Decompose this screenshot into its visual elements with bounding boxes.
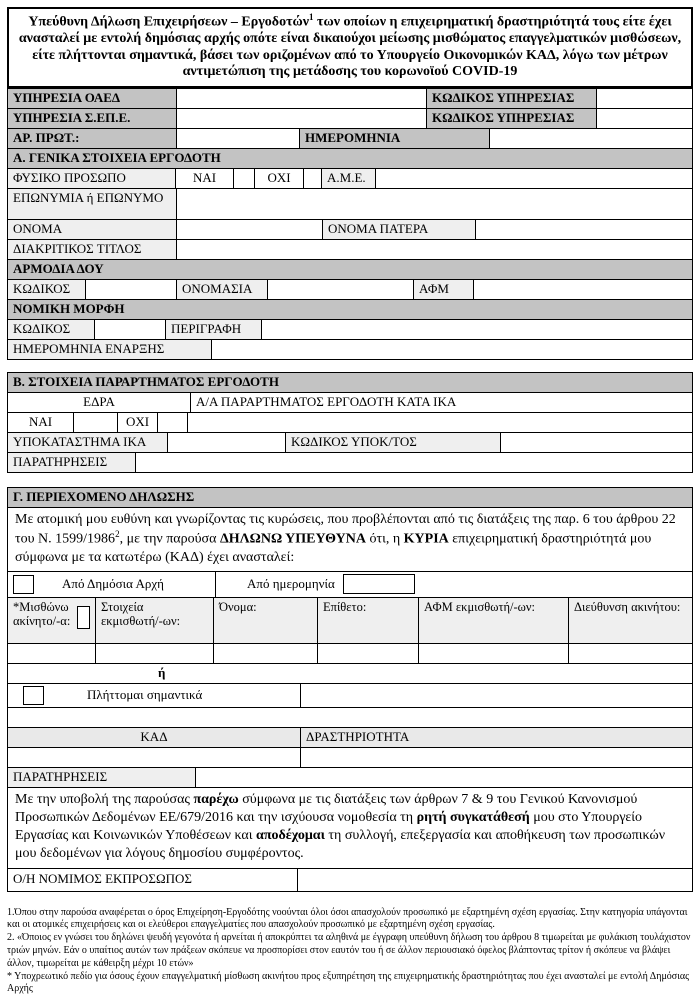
physical-person-yes-checkbox[interactable]: [234, 169, 255, 189]
label-seat-no: ΟΧΙ: [118, 413, 158, 433]
c-remarks-input-cell[interactable]: [196, 768, 693, 788]
label-legal-code: ΚΩΔΙΚΟΣ: [8, 320, 95, 340]
property-address-input-cell[interactable]: [569, 644, 693, 664]
lessor-afm-input-cell[interactable]: [419, 644, 569, 664]
lease-grid-header: [8, 598, 693, 644]
label-service-code-sepe: ΚΩΔΙΚΟΣ ΥΠΗΡΕΣΙΑΣ: [427, 109, 597, 129]
decl-text-4: επιχειρηματική δραστηριότητά μου σύμφωνα με τα κατωτέρω (ΚΑΔ) έχει ανασταλεί:: [15, 531, 652, 565]
gdpr-bold-2: ρητή συγκατάθεσή: [416, 810, 530, 826]
affected-cell: [8, 684, 301, 708]
lease-checkbox[interactable]: [77, 606, 90, 629]
from-date-input[interactable]: [343, 574, 415, 594]
label-yes: ΝΑΙ: [176, 169, 234, 189]
label-legal-rep: Ο/Η ΝΟΜΙΜΟΣ ΕΚΠΡΟΣΩΠΟΣ: [8, 869, 298, 892]
kad-input-cell[interactable]: [8, 748, 301, 768]
gdpr-bold-1: παρέχω: [193, 791, 239, 807]
label-service-code-oaed: ΚΩΔΙΚΟΣ ΥΠΗΡΕΣΙΑΣ: [427, 89, 597, 109]
decl-bold-1: ΔΗΛΩΝΩ ΥΠΕΥΘΥΝΑ: [219, 531, 366, 547]
seat-yes-checkbox[interactable]: [74, 413, 118, 433]
row-physical-person: [8, 169, 693, 189]
row-empty-full: [8, 708, 693, 728]
label-branch-code: ΚΩΔΙΚΟΣ ΥΠΟΚ/ΤΟΣ: [286, 433, 501, 453]
row-first-name: [8, 220, 693, 240]
label-no: ΟΧΙ: [255, 169, 304, 189]
decl-text-2: , με την παρούσα: [119, 531, 220, 547]
public-authority-checkbox[interactable]: [13, 575, 34, 594]
label-doy-name: ΟΝΟΜΑΣΙΑ: [177, 280, 268, 300]
branch-code-input-cell[interactable]: [501, 433, 693, 453]
spacer: [7, 360, 693, 372]
row-kad-header: [8, 728, 693, 748]
row-c-remarks: [8, 768, 693, 788]
activity-input-cell[interactable]: [301, 748, 693, 768]
row-legal-rep: [8, 869, 693, 892]
section-b-header: [8, 373, 693, 393]
gdpr-text-2: σύμφωνα με τις διατάξεις των άρθρων 7 & 9 του Γενικού Κανονισμού Προσωπικών Δεδομένων ΕΕ/679/2016 και την ισχύουσα νομοθεσία τη: [15, 791, 638, 826]
lessor-surname-input-cell[interactable]: [318, 644, 419, 664]
label-branch-serial: Α/Α ΠΑΡΑΡΤΗΜΑΤΟΣ ΕΡΓΟΔΟΤΗ ΚΑΤΑ ΙΚΑ: [191, 393, 693, 413]
label-ika-branch: ΥΠΟΚΑΤΑΣΤΗΜΑ ΙΚΑ: [8, 433, 168, 453]
decl-text-1: Με ατομική μου ευθύνη και γνωρίζοντας τις κυρώσεις, που προβλέπονται από τις διατάξεις της παρ. 6 του άρθρου 22 του Ν. 1599/1986: [15, 511, 676, 547]
row-seat: [8, 393, 693, 413]
label-description: ΠΕΡΙΓΡΑΦΗ: [166, 320, 262, 340]
date-input-cell[interactable]: [490, 129, 693, 149]
afm-input-cell[interactable]: [474, 280, 693, 300]
form-title-main: Υπεύθυνη Δήλωση Επιχειρήσεων – Εργοδοτών: [28, 14, 310, 30]
gdpr-text-4: τη συλλογή, επεξεργασία και αποθήκευση των προσωπικών μου δεδομένων για λόγους δημοσίου συμφέροντος.: [15, 828, 666, 862]
affected-checkbox[interactable]: [23, 686, 44, 705]
doy-name-input-cell[interactable]: [268, 280, 414, 300]
footnote-1: 1.Όπου στην παρούσα αναφέρεται ο όρος Επιχείρηση-Εργοδότης νοούνται όλοι όσοι απασχολούν προσωπικό με εξαρτημένη σχέση εργασίας. Στην κατηγορία υπάγονται και οι ατομικές επιχειρήσεις και οι ελεύθεροι επαγγελματίες που απασχολούν προσωπικό με εξαρτημένη σχέση εργασίας.: [7, 906, 688, 931]
label-lessor-details: Στοιχεία εκμισθωτή/-ων:: [96, 598, 214, 644]
legal-form-title: ΝΟΜΙΚΗ ΜΟΡΦΗ: [8, 300, 693, 320]
label-physical-person: ΦΥΣΙΚΟ ΠΡΟΣΩΠΟ: [8, 169, 176, 189]
label-lessor-name: Όνομα:: [214, 598, 318, 644]
section-b-title: Β. ΣΤΟΙΧΕΙΑ ΠΑΡΑΡΤΗΜΑΤΟΣ ΕΡΓΟΔΟΤΗ: [8, 373, 693, 393]
label-protocol-no: ΑΡ. ΠΡΩΤ.:: [8, 129, 177, 149]
row-ika-branch: [8, 433, 693, 453]
label-start-date: ΗΜΕΡΟΜΗΝΙΑ ΕΝΑΡΞΗΣ: [8, 340, 212, 360]
row-kad-input: [8, 748, 693, 768]
label-b-remarks: ΠΑΡΑΤΗΡΗΣΕΙΣ: [8, 453, 136, 473]
lessor-details-input-cell[interactable]: [96, 644, 214, 664]
row-sepe-service: [8, 109, 693, 129]
company-name-input-cell[interactable]: [177, 189, 693, 220]
row-protocol: [8, 129, 693, 149]
footnotes: [7, 907, 693, 996]
row-affected: [8, 684, 693, 708]
label-activity: ΔΡΑΣΤΗΡΙΟΤΗΤΑ: [301, 728, 693, 748]
gdpr-paragraph: [8, 788, 693, 869]
b-remarks-input-cell[interactable]: [136, 453, 693, 473]
lease-grid-empty-row: [8, 644, 693, 664]
ame-input-cell[interactable]: [376, 169, 693, 189]
label-seat-yes: ΝΑΙ: [8, 413, 74, 433]
doy-header: [8, 260, 693, 280]
gdpr-paragraph-row: [8, 788, 693, 869]
father-name-input-cell[interactable]: [476, 220, 693, 240]
ika-branch-input-cell[interactable]: [168, 433, 286, 453]
row-b-remarks: [8, 453, 693, 473]
label-date: ΗΜΕΡΟΜΗΝΙΑ: [300, 129, 490, 149]
footnote-2: 2. «Όποιος εν γνώσει του δηλώνει ψευδή γεγονότα ή αρνείται ή αποκρύπτει τα αληθινά με έγγραφη υπεύθυνη δήλωση του άρθρου 8 τιμωρείται με φυλάκιση τουλάχιστον τριών μηνών. Εάν ο υπαίτιος αυτών των πράξεων σκόπευε να προσπορίσει στον εαυτόν του ή σε άλλον περιουσιακό όφελος βλάπτοντας τρίτον ή σκόπευε να βλάψει άλλον, τιμωρείται με κάθειρξη μέχρι 10 ετών»: [7, 932, 691, 969]
declaration-form: [7, 7, 693, 996]
label-seat: ΕΔΡΑ: [8, 393, 191, 413]
sepe-service-input-cell[interactable]: [177, 109, 427, 129]
first-name-input-cell[interactable]: [177, 220, 323, 240]
lease-cell: [8, 598, 96, 644]
label-kad: ΚΑΔ: [8, 728, 301, 748]
row-distinctive-title: [8, 240, 693, 260]
label-distinctive-title: ΔΙΑΚΡΙΤΙΚΟΣ ΤΙΤΛΟΣ: [8, 240, 177, 260]
footnote-ref-1: 1: [309, 12, 314, 22]
distinctive-title-input-cell[interactable]: [177, 240, 693, 260]
lessor-name-input-cell[interactable]: [214, 644, 318, 664]
empty-cell: [8, 708, 693, 728]
service-code-sepe-input-cell[interactable]: [597, 109, 693, 129]
row-or: [8, 664, 693, 684]
row-company-name: [8, 189, 693, 220]
public-authority-cell: [8, 572, 216, 598]
section-c-table: [7, 487, 693, 892]
label-lease: *Μισθώνω ακίνητο/-α:: [13, 599, 71, 629]
row-public-authority: [8, 572, 693, 598]
physical-person-no-checkbox[interactable]: [304, 169, 322, 189]
label-father-name: ΟΝΟΜΑ ΠΑΤΕΡΑ: [323, 220, 476, 240]
description-input-cell[interactable]: [262, 320, 693, 340]
row-seat-yes-no: [8, 413, 693, 433]
row-legal-form: [8, 320, 693, 340]
label-oaed-service: ΥΠΗΡΕΣΙΑ ΟΑΕΔ: [8, 89, 177, 109]
label-or: ή: [8, 664, 693, 684]
declaration-paragraph-row: [8, 508, 693, 572]
oaed-service-input-cell[interactable]: [177, 89, 427, 109]
gdpr-text-3: μου στο Υπουργείο Εργασίας και Κοινωνικών Υποθέσεων και: [15, 810, 642, 844]
form-title: [7, 7, 693, 88]
affected-input-cell[interactable]: [301, 684, 693, 708]
footnote-3: * Υποχρεωτικό πεδίο για όσους έχουν επαγγελματική μίσθωση ακινήτου προς εξυπηρέτηση της επιχειρηματικής δραστηριότητας που έχει ανασταλεί με εντολή Δημόσιας Αρχής: [7, 970, 690, 995]
label-from-date: Από ημερομηνία: [247, 575, 335, 591]
seat-no-checkbox[interactable]: [158, 413, 188, 433]
label-property-address: Διεύθυνση ακινήτου:: [569, 598, 693, 644]
section-a-title: Α. ΓΕΝΙΚΑ ΣΤΟΙΧΕΙΑ ΕΡΓΟΔΟΤΗ: [8, 149, 693, 169]
label-sepe-service: ΥΠΗΡΕΣΙΑ Σ.ΕΠ.Ε.: [8, 109, 177, 129]
start-date-input-cell[interactable]: [212, 340, 693, 360]
from-date-cell: [216, 572, 693, 598]
label-c-remarks: ΠΑΡΑΤΗΡΗΣΕΙΣ: [8, 768, 196, 788]
decl-text-3: ότι, η: [365, 531, 404, 547]
decl-bold-2: ΚΥΡΙΑ: [403, 531, 449, 547]
label-company-name: ΕΠΩΝΥΜΙΑ ή ΕΠΩΝΥΜΟ: [8, 189, 177, 220]
footnote-ref-2: 2: [115, 528, 120, 539]
legal-form-header: [8, 300, 693, 320]
label-lessor-afm: ΑΦΜ εκμισθωτή/-ων:: [419, 598, 569, 644]
label-doy-code: ΚΩΔΙΚΟΣ: [8, 280, 86, 300]
row-start-date: [8, 340, 693, 360]
section-c-title: Γ. ΠΕΡΙΕΧΟΜΕΝΟ ΔΗΛΩΣΗΣ: [8, 488, 693, 508]
row-oaed-service: [8, 89, 693, 109]
section-a-header: [8, 149, 693, 169]
doy-code-input-cell[interactable]: [86, 280, 177, 300]
doy-title: ΑΡΜΟΔΙΑ ΔΟΥ: [8, 260, 693, 280]
label-ame: Α.Μ.Ε.: [322, 169, 376, 189]
label-lessor-surname: Επίθετο:: [318, 598, 419, 644]
main-table-a: [7, 88, 693, 360]
branch-serial-input-cell[interactable]: [188, 413, 693, 433]
section-b-table: [7, 372, 693, 473]
label-affected: Πλήττομαι σημαντικά: [87, 686, 203, 702]
gdpr-text-1: Με την υποβολή της παρούσας: [15, 791, 194, 807]
protocol-no-input-cell[interactable]: [177, 129, 300, 149]
form-title-rest: των οποίων η επιχειρηματική δραστηριότητά τους είτε έχει ανασταλεί με εντολή δημόσιας αρχής οπότε είναι δικαιούχοι μείωσης μισθώματος επαγγελματικών μισθώσεων, είτε πλήττονται σημαντικά, βάσει των οριζομένων από το Υπουργείο Οικονομικών ΚΑΔ, λόγω των μέτρων αντιμετώπιση της μετάδοσης του κορωνοϊού COVID-19: [18, 14, 682, 80]
lease-input-cell[interactable]: [8, 644, 96, 664]
label-first-name: ΟΝΟΜΑ: [8, 220, 177, 240]
service-code-oaed-input-cell[interactable]: [597, 89, 693, 109]
legal-code-input-cell[interactable]: [95, 320, 166, 340]
label-public-authority: Από Δημόσια Αρχή: [62, 575, 164, 591]
section-c-header: [8, 488, 693, 508]
gdpr-bold-3: αποδέχομαι: [256, 828, 325, 844]
declaration-paragraph: [8, 508, 693, 572]
row-doy: [8, 280, 693, 300]
legal-rep-input-cell[interactable]: [298, 869, 693, 892]
label-afm: ΑΦΜ: [414, 280, 474, 300]
spacer: [7, 473, 693, 487]
